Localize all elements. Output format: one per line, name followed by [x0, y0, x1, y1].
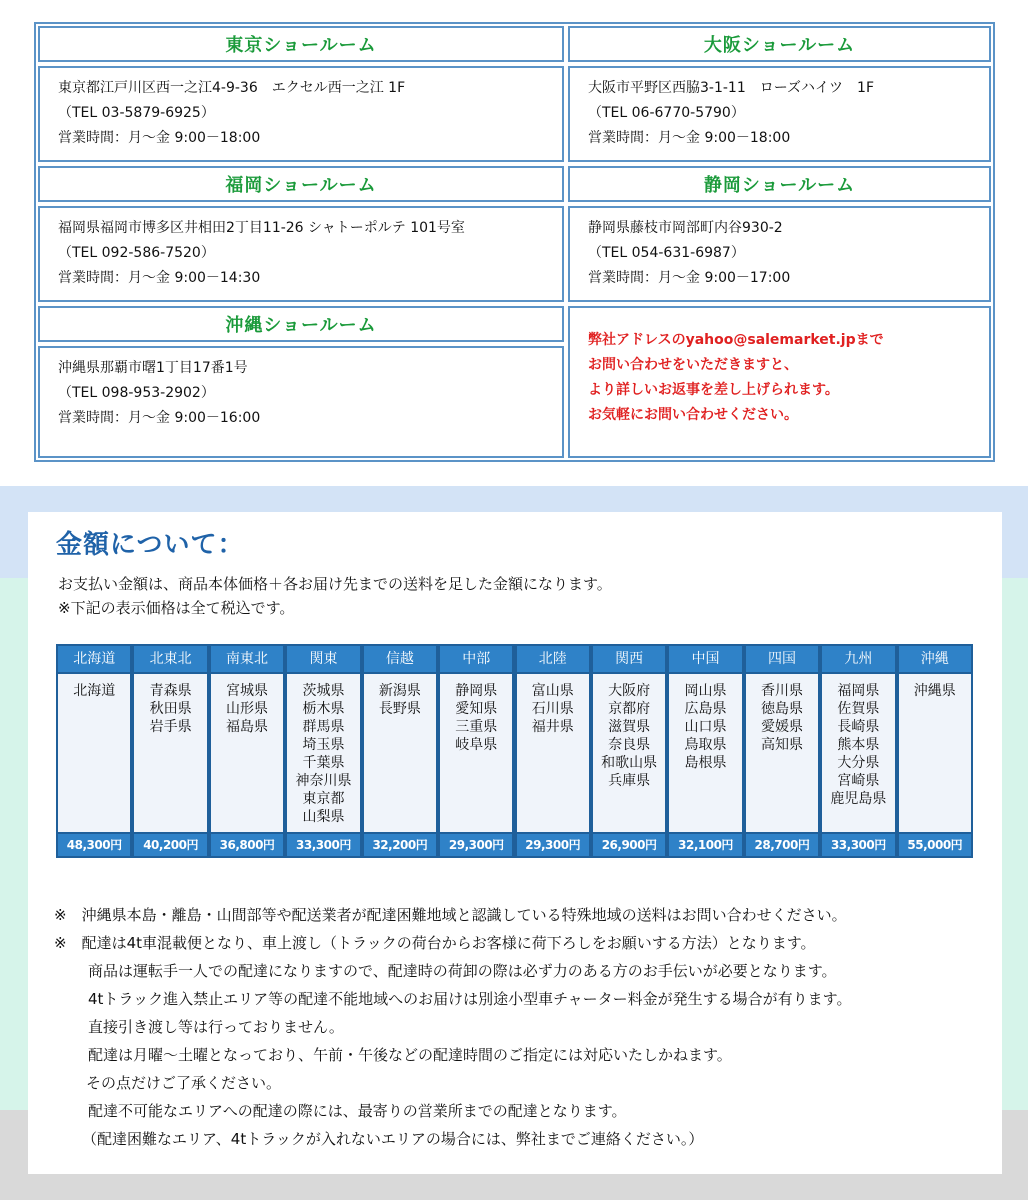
region-price: 48,300円	[58, 834, 130, 856]
region-column	[285, 644, 361, 858]
prefecture-name: 奈良県	[608, 737, 651, 753]
region-price: 33,300円	[822, 834, 894, 856]
osaka-header	[568, 26, 991, 62]
shizuoka-title: 静岡ショールーム	[703, 175, 856, 196]
tokyo-hours: 営業時間：月～金 9:00－18:00	[58, 130, 261, 146]
region-column	[897, 644, 973, 858]
contact-line-3: より詳しいお返事を差し上げられます。	[588, 382, 839, 398]
prefecture-name: 愛媛県	[760, 719, 803, 735]
okinawa-address: 沖縄県那覇市曙1丁目17番1号	[58, 360, 248, 376]
intro-line-1: お支払い金額は、商品本体価格＋各お届け先までの送料を足した金額になります。	[58, 575, 612, 593]
region-header: 信越	[364, 646, 436, 672]
region-header: 中国	[669, 646, 741, 672]
shizuoka-address: 静岡県藤枝市岡部町内谷930-2	[588, 220, 783, 236]
prefecture-name: 岐阜県	[455, 737, 498, 753]
region-prefectures	[593, 674, 665, 832]
region-price: 26,900円	[593, 834, 665, 856]
region-prefectures	[899, 674, 971, 832]
prefecture-name: 秋田県	[149, 701, 192, 717]
prefecture-name: 佐賀県	[837, 701, 880, 717]
note-line-2: ※ 配達は4t車混載便となり、車上渡し（トラックの荷台からお客様に荷下ろしをお願いする方法）となります。	[54, 934, 816, 952]
prefecture-name: 山形県	[226, 701, 269, 717]
pricing-card	[28, 512, 1002, 1174]
okinawa-header	[38, 306, 564, 342]
intro-line-2: ※下記の表示価格は全て税込です。	[58, 599, 295, 617]
prefecture-name: 大阪府	[608, 683, 651, 699]
region-header: 中部	[440, 646, 512, 672]
prefecture-name: 鹿児島県	[830, 791, 887, 807]
region-prefectures	[440, 674, 512, 832]
region-price: 33,300円	[287, 834, 359, 856]
region-prefectures	[364, 674, 436, 832]
fukuoka-address: 福岡県福岡市博多区井相田2丁目11-26 シャトーポルテ 101号室	[58, 220, 465, 236]
osaka-hours: 営業時間：月～金 9:00－18:00	[588, 130, 791, 146]
prefecture-name: 宮城県	[226, 683, 269, 699]
region-column	[667, 644, 743, 858]
prefecture-name: 鳥取県	[684, 737, 727, 753]
note-line-3: 商品は運転手一人での配達になりますので、配達時の荷卸の際は必ず力のある方のお手伝いが必要となります。	[88, 962, 837, 980]
region-column	[438, 644, 514, 858]
prefecture-name: 千葉県	[302, 755, 345, 771]
showroom-section	[0, 0, 1028, 486]
region-prefectures	[822, 674, 894, 832]
prefecture-name: 岩手県	[149, 719, 192, 735]
tokyo-title: 東京ショールーム	[225, 35, 377, 56]
tokyo-address: 東京都江戸川区西一之江4-9-36 エクセル西一之江 1F	[58, 80, 406, 96]
region-prefectures	[669, 674, 741, 832]
shipping-table	[56, 644, 973, 858]
region-price: 28,700円	[746, 834, 818, 856]
prefecture-name: 長崎県	[837, 719, 880, 735]
region-price: 40,200円	[134, 834, 206, 856]
region-header: 四国	[746, 646, 818, 672]
region-header: 北東北	[134, 646, 206, 672]
prefecture-name: 長野県	[378, 701, 421, 717]
region-price: 36,800円	[211, 834, 283, 856]
region-header: 九州	[822, 646, 894, 672]
note-line-9: （配達困難なエリア、4tトラックが入れないエリアの場合には、弊社までご連絡ください。）	[82, 1130, 704, 1148]
prefecture-name: 山口県	[684, 719, 727, 735]
region-column	[744, 644, 820, 858]
prefecture-name: 熊本県	[837, 737, 880, 753]
region-header: 関東	[287, 646, 359, 672]
fukuoka-hours: 営業時間：月～金 9:00－14:30	[58, 270, 261, 286]
prefecture-name: 香川県	[760, 683, 803, 699]
region-header: 関西	[593, 646, 665, 672]
note-line-1: ※ 沖縄県本島・離島・山間部等や配送業者が配達困難地域と認識している特殊地域の送料はお問い合わせください。	[54, 906, 847, 924]
prefecture-name: 和歌山県	[601, 755, 658, 771]
prefecture-name: 埼玉県	[302, 737, 345, 753]
region-price: 32,100円	[669, 834, 741, 856]
pricing-section	[0, 486, 1028, 1200]
osaka-info	[568, 66, 991, 162]
region-prefectures	[134, 674, 206, 832]
osaka-address: 大阪市平野区西脇3-1-11 ローズハイツ 1F	[588, 80, 874, 96]
region-price: 29,300円	[440, 834, 512, 856]
prefecture-name: 静岡県	[455, 683, 498, 699]
okinawa-title: 沖縄ショールーム	[225, 315, 377, 336]
tokyo-info	[38, 66, 564, 162]
prefecture-name: 三重県	[455, 719, 498, 735]
okinawa-tel: （TEL 098-953-2902）	[58, 385, 215, 401]
prefecture-name: 山梨県	[302, 809, 345, 825]
prefecture-name: 宮崎県	[837, 773, 880, 789]
prefecture-name: 福島県	[226, 719, 269, 735]
osaka-tel: （TEL 06-6770-5790）	[588, 105, 745, 121]
prefecture-name: 富山県	[531, 683, 574, 699]
region-prefectures	[517, 674, 589, 832]
prefecture-name: 滋賀県	[608, 719, 651, 735]
prefecture-name: 石川県	[531, 701, 574, 717]
prefecture-name: 大分県	[837, 755, 880, 771]
region-prefectures	[58, 674, 130, 832]
prefecture-name: 東京都	[302, 791, 345, 807]
tokyo-header	[38, 26, 564, 62]
fukuoka-title: 福岡ショールーム	[225, 175, 377, 196]
region-header: 南東北	[211, 646, 283, 672]
prefecture-name: 島根県	[684, 755, 727, 771]
region-price: 29,300円	[517, 834, 589, 856]
prefecture-name: 沖縄県	[913, 683, 956, 699]
fukuoka-header	[38, 166, 564, 202]
contact-line-1: 弊社アドレスのyahoo@salemarket.jpまで	[588, 332, 884, 348]
region-column	[362, 644, 438, 858]
region-column	[56, 644, 132, 858]
pricing-intro	[58, 572, 612, 620]
okinawa-info	[38, 346, 564, 458]
prefecture-name: 京都府	[608, 701, 651, 717]
prefecture-name: 広島県	[684, 701, 727, 717]
region-price: 32,200円	[364, 834, 436, 856]
region-prefectures	[287, 674, 359, 832]
region-prefectures	[211, 674, 283, 832]
region-prefectures	[746, 674, 818, 832]
note-line-5: 直接引き渡し等は行っておりません。	[88, 1018, 344, 1036]
shizuoka-header	[568, 166, 991, 202]
region-column	[209, 644, 285, 858]
note-line-8: 配達不可能なエリアへの配達の際には、最寄りの営業所までの配達となります。	[88, 1102, 627, 1120]
prefecture-name: 岡山県	[684, 683, 727, 699]
osaka-title: 大阪ショールーム	[703, 35, 856, 56]
tokyo-tel: （TEL 03-5879-6925）	[58, 105, 215, 121]
contact-line-2: お問い合わせをいただきますと、	[588, 357, 798, 373]
prefecture-name: 青森県	[149, 683, 192, 699]
prefecture-name: 新潟県	[378, 683, 421, 699]
contact-note	[568, 306, 991, 458]
contact-line-4: お気軽にお問い合わせください。	[588, 407, 798, 423]
prefecture-name: 兵庫県	[608, 773, 651, 789]
note-line-6: 配達は月曜～土曜となっており、午前・午後などの配達時間のご指定には対応いたしかねます。	[88, 1046, 732, 1064]
note-line-4: 4tトラック進入禁止エリア等の配達不能地域へのお届けは別途小型車チャーター料金が発生する場合が有ります。	[88, 990, 852, 1008]
prefecture-name: 福岡県	[837, 683, 880, 699]
prefecture-name: 徳島県	[760, 701, 803, 717]
region-price: 55,000円	[899, 834, 971, 856]
fukuoka-info	[38, 206, 564, 302]
okinawa-hours: 営業時間：月～金 9:00－16:00	[58, 410, 261, 426]
region-header: 北陸	[517, 646, 589, 672]
prefecture-name: 高知県	[760, 737, 803, 753]
shizuoka-info	[568, 206, 991, 302]
region-header: 沖縄	[899, 646, 971, 672]
fukuoka-tel: （TEL 092-586-7520）	[58, 245, 215, 261]
region-column	[515, 644, 591, 858]
prefecture-name: 福井県	[531, 719, 574, 735]
shizuoka-hours: 営業時間：月～金 9:00－17:00	[588, 270, 791, 286]
region-column	[591, 644, 667, 858]
note-line-7: その点だけご了承ください。	[86, 1074, 282, 1092]
prefecture-name: 群馬県	[302, 719, 345, 735]
region-column	[132, 644, 208, 858]
region-header: 北海道	[58, 646, 130, 672]
prefecture-name: 北海道	[73, 683, 116, 699]
prefecture-name: 愛知県	[455, 701, 498, 717]
prefecture-name: 茨城県	[302, 683, 345, 699]
region-column	[820, 644, 896, 858]
pricing-title: 金額について：	[56, 530, 245, 560]
prefecture-name: 栃木県	[302, 701, 345, 717]
prefecture-name: 神奈川県	[295, 773, 352, 789]
shizuoka-tel: （TEL 054-631-6987）	[588, 245, 745, 261]
